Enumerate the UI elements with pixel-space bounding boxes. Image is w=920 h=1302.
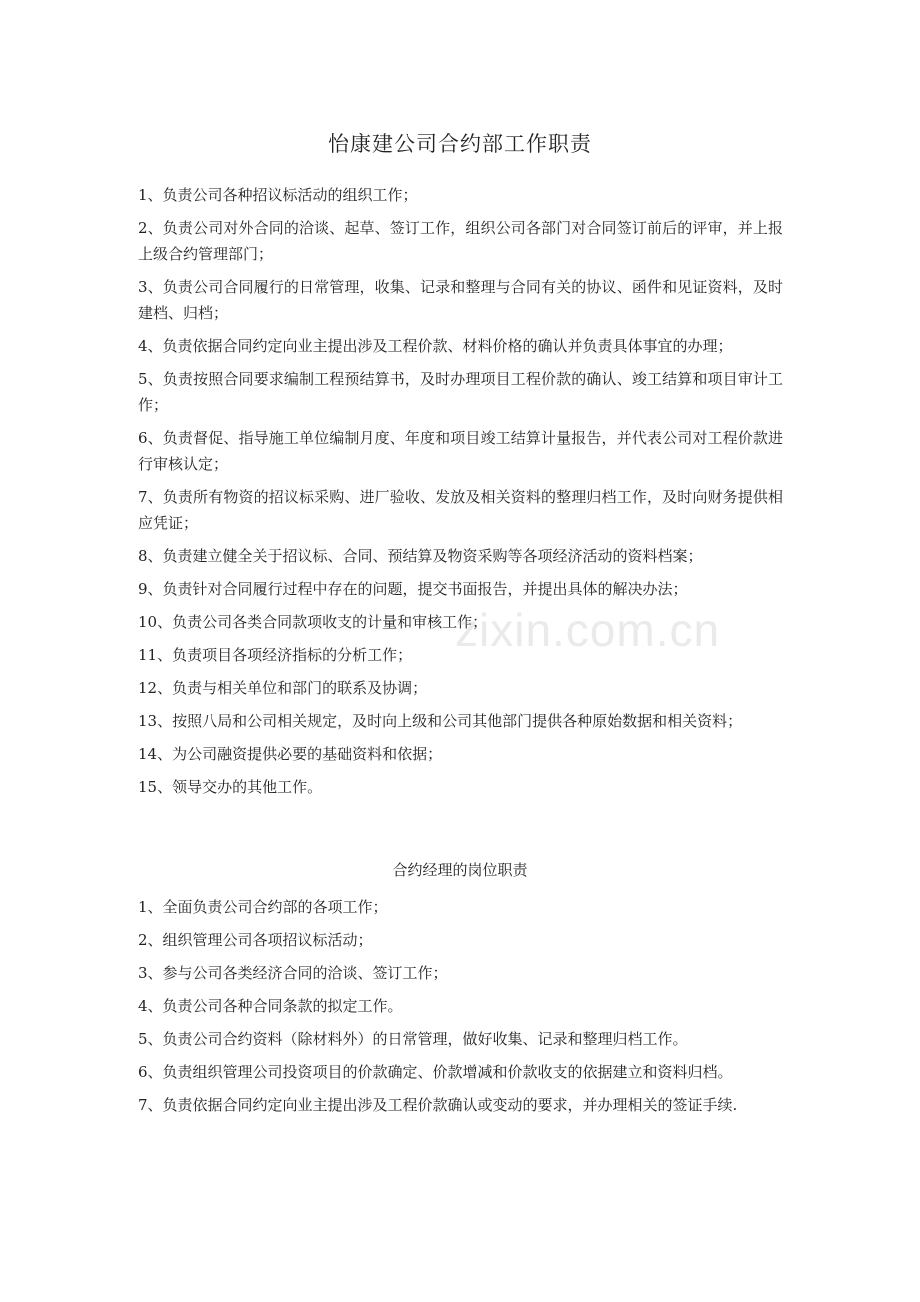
list-item: 8、负责建立健全关于招议标、合同、预结算及物资采购等各项经济活动的资料档案；: [138, 547, 703, 565]
list-item: 10、负责公司各类合同款项收支的计量和审核工作；: [138, 613, 488, 631]
manager-duties-list: [138, 894, 783, 1125]
list-item: 9、负责针对合同履行过程中存在的问题，提交书面报告，并提出具体的解决办法；: [138, 580, 688, 598]
list-item: 7、负责依据合同约定向业主提出涉及工程价款确认或变动的要求，并办理相关的签证手续.: [138, 1096, 738, 1114]
list-item: 6、负责组织管理公司投资项目的价款确定、价款增减和价款收支的依据建立和资料归档。: [138, 1063, 733, 1081]
list-item: 13、按照八局和公司相关规定，及时向上级和公司其他部门提供各种原始数据和相关资料；: [138, 712, 743, 730]
list-item: 5、负责公司合约资料（除材料外）的日常管理，做好收集、记录和整理归档工作。: [138, 1030, 688, 1048]
department-duties-list: [138, 182, 783, 807]
list-item: 4、负责公司各种合同条款的拟定工作。: [138, 997, 403, 1015]
list-item: 15、领导交办的其他工作。: [138, 778, 323, 796]
watermark: zixin.com.cn: [455, 604, 721, 656]
list-item: 2、组织管理公司各项招议标活动；: [138, 931, 373, 949]
list-item: 12、负责与相关单位和部门的联系及协调；: [138, 679, 428, 697]
section-subtitle: 合约经理的岗位职责: [392, 861, 528, 879]
list-item: 11、负责项目各项经济指标的分析工作；: [138, 646, 413, 664]
list-item: 6、负责督促、指导施工单位编制月度、年度和项目竣工结算计量报告，并代表公司对工程价款进行审核认定；: [138, 429, 783, 473]
list-item: 3、负责公司合同履行的日常管理，收集、记录和整理与合同有关的协议、函件和见证资料，及时建档、归档；: [138, 278, 783, 322]
list-item: 1、全面负责公司合约部的各项工作；: [138, 898, 388, 916]
list-item: 7、负责所有物资的招议标采购、进厂验收、发放及相关资料的整理归档工作，及时向财务提供相应凭证；: [138, 488, 783, 532]
list-item: 2、负责公司对外合同的洽谈、起草、签订工作，组织公司各部门对合同签订前后的评审，并上报上级合约管理部门；: [138, 219, 783, 263]
list-item: 14、为公司融资提供必要的基础资料和依据；: [138, 745, 443, 763]
list-item: 5、负责按照合同要求编制工程预结算书，及时办理项目工程价款的确认、竣工结算和项目审计工作；: [138, 370, 783, 414]
document-title: 怡康建公司合约部工作职责: [328, 132, 592, 156]
list-item: 3、参与公司各类经济合同的洽谈、签订工作；: [138, 964, 448, 982]
list-item: 4、负责依据合同约定向业主提出涉及工程价款、材料价格的确认并负责具体事宜的办理；: [138, 337, 733, 355]
list-item: 1、负责公司各种招议标活动的组织工作；: [138, 186, 418, 204]
